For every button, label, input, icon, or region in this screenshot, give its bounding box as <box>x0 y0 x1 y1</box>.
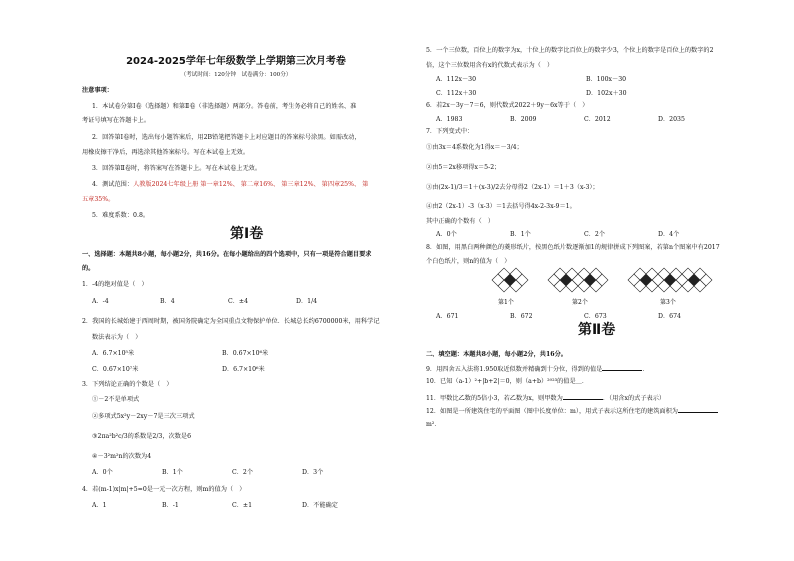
q8-option-b: B．672 <box>510 313 533 320</box>
question-1: 1．-4的绝对值是（ ） <box>82 281 148 288</box>
q5-options-row1 <box>436 76 626 84</box>
q6-option-c: C．2012 <box>584 116 611 123</box>
q8-option-d: D．674 <box>658 313 681 320</box>
note-3: 3．回答第Ⅱ卷时，将答案写在答题卡上。写在本试卷上无效。 <box>92 165 262 172</box>
q5-option-b: B．100x－30 <box>586 76 627 83</box>
q2-option-a: A．6.7×10⁵米 <box>92 350 135 357</box>
q11-answer-blank <box>563 394 603 400</box>
q7-option-a: A．0个 <box>436 231 457 238</box>
pattern-2-label: 第2个 <box>572 299 588 306</box>
q2-option-d: D．6.7×10⁶米 <box>222 366 265 373</box>
q9-answer-blank <box>602 365 642 371</box>
question-5b: 倍，这个三位数用含有x的代数式表示为（ ） <box>426 62 554 69</box>
q3-option-d: D．3个 <box>302 469 324 476</box>
question-8b: 个白色纸片，则n的值为（ ） <box>426 258 511 265</box>
question-12b: m²． <box>426 421 441 428</box>
q5-option-a: A．112x－30 <box>436 76 477 83</box>
pattern-1-label: 第1个 <box>498 299 514 306</box>
q7-tail: 其中正确的个数有（ ） <box>426 218 495 225</box>
question-6: 6．若2x－3y－7＝6，则代数式2022＋9y－6x等于（ ） <box>426 102 589 109</box>
exam-subtitle: （考试时间：120分钟 试卷满分：100分） <box>180 72 292 78</box>
q4-option-b: B．-1 <box>162 502 179 509</box>
q7-item-1: ①由3x＝4系数化为1得x＝－3/4； <box>426 144 523 151</box>
q1-options <box>92 298 317 306</box>
q3-option-a: A．0个 <box>92 469 113 476</box>
notes-heading: 注意事项： <box>82 87 113 94</box>
q7-option-b: B．1个 <box>510 231 531 238</box>
question-2b: 数法表示为（ ） <box>92 334 142 341</box>
q8-options <box>436 313 681 321</box>
q3-item-1: ①－2不是单项式 <box>92 396 140 403</box>
note-2b: 用橡皮擦干净后，再选涂其他答案标号。写在本试卷上无效。 <box>82 149 250 156</box>
q2-options-row1 <box>92 350 268 358</box>
question-8a: 8．如图，用黑白两种颜色的菱形纸片，按黑色纸片数逐渐加1的规律拼成下列图案，若第n个图案中有2017 <box>426 244 720 251</box>
q1-option-d: D．1/4 <box>296 298 318 305</box>
note-1a: 1．本试卷分第Ⅰ卷（选择题）和第Ⅱ卷（非选择题）两部分。答卷前，考生务必将自己的姓名、准 <box>92 103 357 110</box>
q7-option-c: C．2个 <box>584 231 606 238</box>
q6-options <box>436 116 685 124</box>
note-4: 4．测试范围：人教版2024七年级上册 第一章12%、 第二章16%、 第三章12%、 第四章25%、 第 <box>92 181 369 188</box>
q2-option-b: B．0.67×10⁶米 <box>222 350 269 357</box>
pattern-3 <box>628 268 712 292</box>
pattern-2 <box>548 268 608 292</box>
part1-heading: 第Ⅰ卷 <box>230 226 264 242</box>
question-9: 9．用四舍五入法将1.950取近似数并精确到十分位，得到的值是 ． <box>426 366 649 373</box>
q4-options <box>92 502 338 510</box>
choice-instructions-b: 的。 <box>82 265 95 272</box>
question-4: 4．若(m-1)x|m|+5=0是一元一次方程，则m的值为（ ） <box>82 486 246 493</box>
q3-item-2: ②多项式5x²y－2xy－7是三次三项式 <box>92 413 195 420</box>
q2-option-c: C．0.67×10⁷米 <box>92 366 139 373</box>
note-4b: 五章35%。 <box>82 196 115 203</box>
question-7: 7．下列变式中： <box>426 128 474 135</box>
q8-option-a: A．671 <box>436 313 459 320</box>
q12-answer-blank <box>678 407 718 413</box>
q7-option-d: D．4个 <box>658 231 680 238</box>
q8-option-c: C．673 <box>584 313 607 320</box>
fill-instructions: 二、填空题：本题共8小题，每小题2分，共16分。 <box>426 351 567 358</box>
q7-item-4: ④由2（2x-1）-3（x-3）＝1去括号得4x-2-3x-9＝1。 <box>426 203 576 210</box>
question-3: 3．下列结论正确的个数是（ ） <box>82 381 173 388</box>
note-2a: 2．回答第Ⅰ卷时，选出每小题答案后，用2B铅笔把答题卡上对应题目的答案标号涂黑。如需改动， <box>92 134 361 141</box>
q6-option-d: D．2035 <box>658 116 685 123</box>
note-5: 5．难度系数：0.8。 <box>92 212 150 219</box>
q4-option-c: C．±1 <box>232 502 253 509</box>
question-2a: 2．我国的长城始建于西周时期，被国务院确定为全国重点文物保护单位．长城总长约6700000米，用科学记 <box>82 318 380 325</box>
q3-item-4: ④－3²m²n的次数为4 <box>92 453 152 460</box>
q5-option-c: C．112x＋30 <box>436 90 477 97</box>
pattern-1 <box>492 268 528 292</box>
q7-item-3: ③由(2x-1)/3＝1＋(x-3)/2去分母得2（2x-1）＝1＋3（x-3）； <box>426 184 599 191</box>
q6-option-b: B．2009 <box>510 116 537 123</box>
choice-instructions-a: 一、选择题：本题共8小题，每小题2分，共16分。在每小题给出的四个选项中，只有一项是符合题目要求 <box>82 251 372 258</box>
q1-option-c: C．±4 <box>228 298 249 305</box>
q2-options-row2 <box>92 366 265 374</box>
q4-option-a: A．1 <box>92 502 107 509</box>
q1-option-a: A．-4 <box>92 298 109 305</box>
note-1b: 考证号填写在答题卡上。 <box>82 117 151 124</box>
q5-options-row2 <box>436 90 627 98</box>
q7-options <box>436 231 679 239</box>
question-11: 11．甲数比乙数的5倍小3，若乙数为x，则甲数为 ．（用含x的式子表示） <box>426 395 666 402</box>
q6-option-a: A．1983 <box>436 116 463 123</box>
question-5a: 5．一个三位数，百位上的数字为x，十位上的数字比百位上的数字少3，个位上的数字是百位上的数字的2 <box>426 47 714 54</box>
q5-option-d: D．102x＋30 <box>586 90 627 97</box>
question-12a: 12．如图是一所建筑住宅的平面图（图中长度单位：m），用式子表示这所住宅的建筑面积为 <box>426 407 718 416</box>
q3-item-3: ③2πa²b²c/3的系数是2/3，次数是6 <box>92 433 192 440</box>
q1-option-b: B．4 <box>160 298 175 305</box>
rhombus-pattern-figure <box>482 266 722 310</box>
pattern-3-label: 第3个 <box>660 299 676 306</box>
q3-option-c: C．2个 <box>232 469 254 476</box>
q4-option-d: D．不能确定 <box>302 502 338 509</box>
q3-options <box>92 469 323 477</box>
q3-option-b: B．1个 <box>162 469 183 476</box>
question-10: 10．已知（a-1）²+|b+2|＝0，则（a+b）²⁰²³的值是＿． <box>426 378 589 385</box>
part2-heading: 第Ⅱ卷 <box>578 322 616 338</box>
exam-title: 2024-2025学年七年级数学上学期第三次月考卷 <box>126 56 346 67</box>
q7-item-2: ②由5＝2x移项得x＝5-2； <box>426 164 501 171</box>
